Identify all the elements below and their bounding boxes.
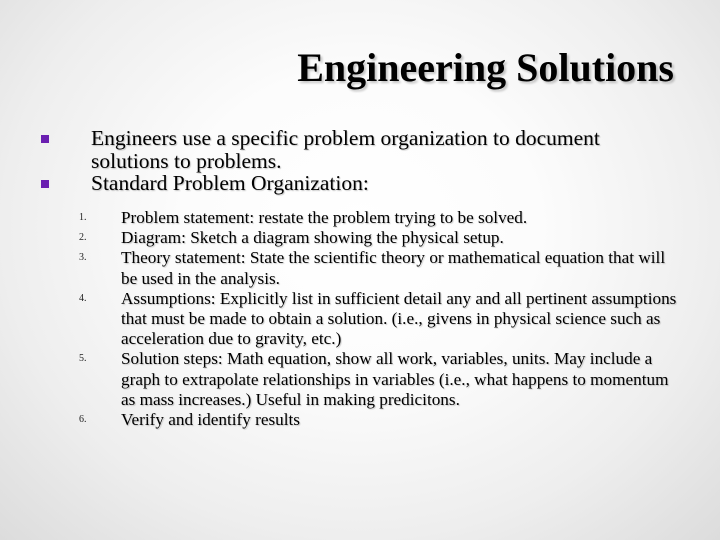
square-bullet-icon [41,135,49,143]
step-text: Verify and identify results [121,410,300,430]
step-number: 3. [79,252,87,264]
step-item [0,410,720,430]
step-number: 1. [79,212,87,223]
step-number: 6. [79,414,87,426]
step-item [0,248,720,288]
numbered-step-list [0,208,720,430]
slide-title: Engineering Solutions [297,45,674,90]
step-number: 2. [79,232,87,244]
step-number: 4. [79,292,87,304]
bullet-item [0,127,720,172]
step-item [0,208,720,228]
step-text: Theory statement: State the scientific theory or mathematical equation that will be used in the analysis. [121,248,666,288]
bullet-list [0,127,720,195]
bullet-text: Engineers use a specific problem organization to document solutions to problems. [91,126,600,173]
step-number: 5. [79,353,87,365]
step-item [0,349,720,410]
bullet-text: Standard Problem Organization: [91,171,369,195]
step-text: Solution steps: Math equation, show all work, variables, units. May include a graph to extrapolate relationships in variables (i.e., what happens to momentum as mass increases.) Useful in making predicitons. [121,349,669,409]
step-item [0,228,720,248]
step-text: Assumptions: Explicitly list in sufficient detail any and all pertinent assumptions that must be made to obtain a solution. (i.e., givens in physical science such as acceleration due to gravity, etc.) [121,288,677,349]
step-item [0,289,720,350]
square-bullet-icon [41,180,49,188]
step-text: Problem statement: restate the problem trying to be solved. [121,208,528,227]
step-text: Diagram: Sketch a diagram showing the physical setup. [121,228,504,248]
bullet-item [0,172,720,195]
